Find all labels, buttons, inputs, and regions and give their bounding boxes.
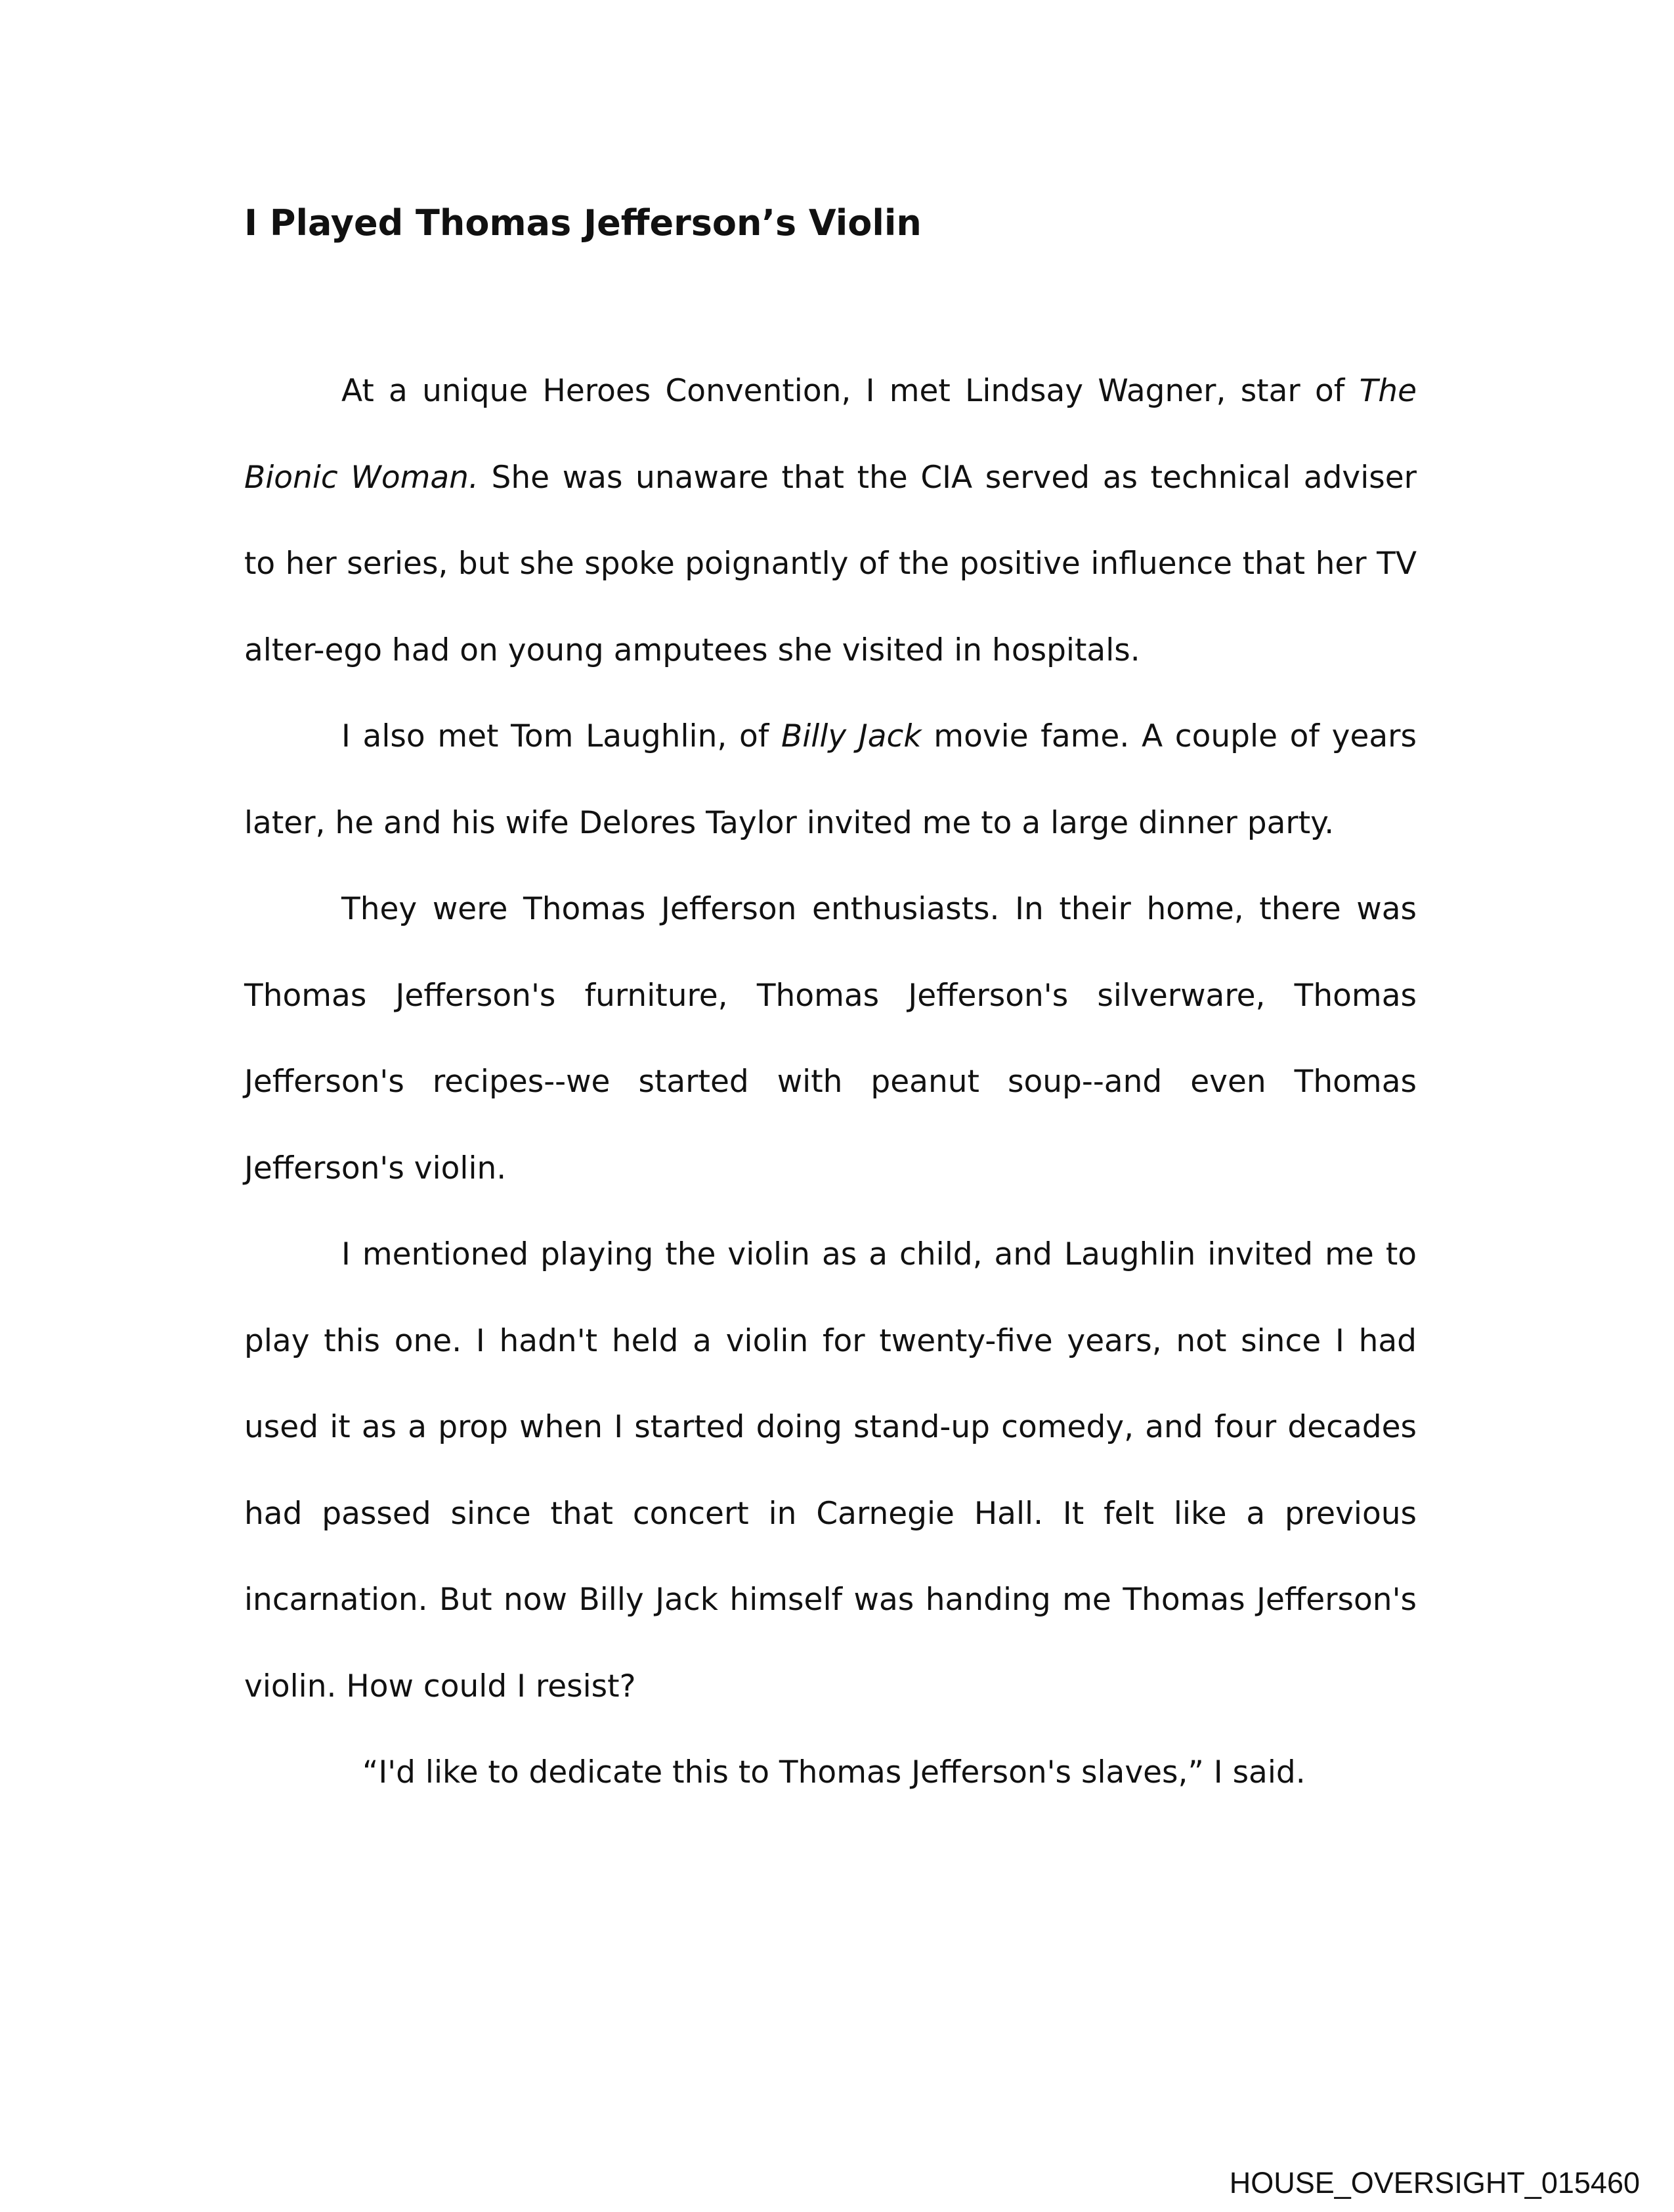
paragraph-text: At a unique Heroes Convention, I met Lindsay Wagner, star of xyxy=(341,373,1360,409)
document-body xyxy=(244,348,1417,1816)
document-id-stamp: HOUSE_OVERSIGHT_015460 xyxy=(1229,2166,1640,2200)
paragraph-lindsay-wagner xyxy=(244,348,1417,693)
paragraph-tom-laughlin xyxy=(244,693,1417,866)
paragraph-jefferson-enthusiasts: They were Thomas Jefferson enthusiasts. In their home, there was Thomas Jefferson's furniture, Thomas Jefferson's silverware, Thomas Jefferson's recipes--we started with peanut soup--and even Thomas Jefferson's violin. xyxy=(244,891,1417,1186)
document-title: I Played Thomas Jefferson’s Violin xyxy=(244,202,922,244)
paragraph-violin-invitation: I mentioned playing the violin as a child, and Laughlin invited me to play this one. I hadn't held a violin for twenty-five years, not since I had used it as a prop when I started doing stand-up comedy, and four decades had passed since that concert in Carnegie Hall. It felt like a previous incarnation. But now Billy Jack himself was handing me Thomas Jefferson's violin. How could I resist? xyxy=(244,1236,1417,1704)
paragraph-text: movie fame. A couple of years later, he and his wife Delores Taylor invited me to a large dinner party. xyxy=(244,718,1417,841)
paragraph-dedication-quote: “I'd like to dedicate this to Thomas Jefferson's slaves,” I said. xyxy=(362,1754,1306,1790)
italic-title-billy-jack: Billy Jack xyxy=(781,718,922,754)
italic-title-bionic-woman: The Bionic Woman. xyxy=(244,373,1417,496)
paragraph-text: She was unaware that the CIA served as technical adviser to her series, but she spoke poignantly of the positive influence that her TV alter-ego had on young amputees she visited in hospitals. xyxy=(244,459,1417,668)
paragraph-text: I also met Tom Laughlin, of xyxy=(341,718,781,754)
